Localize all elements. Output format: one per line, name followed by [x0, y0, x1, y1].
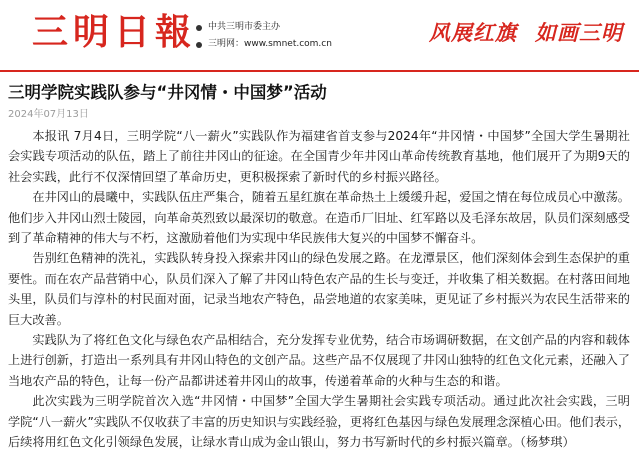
paragraph: 此次实践为三明学院首次入选“井冈情・中国梦”全国大学生暑期社会实践专项活动。通过此次社会实践，三明学院“八一薪火”实践队不仅收获了丰富的历史知识与实践经验，更将红色基因与绿色发展理念深植心田。他们表示，后续将用红色文化引领绿色发展，让绿水青山成为金山银山，努力书写新时代的乡村振兴篇章。（杨梦琪）	[8, 394, 631, 450]
masthead	[0, 0, 639, 68]
paragraph: 告别红色精神的洗礼，实践队转身投入探索井冈山的绿色发展之路。在龙潭景区，他们深刻体会到生态保护的重要性。而在农产品营销中心，队员们深入了解了井冈山特色农产品的生长与变迁，并收集了相关数据。在村落田间地头里，队员们与淳朴的村民面对面，记录当地农产特色，品尝地道的农家美味，更见证了乡村振兴为农民生活带来的巨大改善。	[8, 251, 630, 327]
masthead-meta	[196, 19, 332, 53]
slogan-1: 风展红旗	[429, 20, 517, 45]
website-link[interactable]: 三明网：www.smnet.com.cn	[208, 39, 332, 49]
header-divider	[0, 70, 639, 72]
article-date: 2024年07月13日	[8, 109, 89, 120]
article-body	[8, 126, 630, 453]
slogans	[429, 20, 623, 46]
newspaper-logo[interactable]: 三明日報	[32, 11, 197, 53]
article-title: 三明学院实践队参与“井冈情・中国梦”活动	[8, 83, 327, 102]
paragraph: 本报讯 7月4日，三明学院“八一薪火”实践队作为福建省首支参与2024年“井冈情・中国梦”全国大学生暑期社会实践专项活动的队伍，踏上了前往井冈山的征途。在全国青少年井冈山革命传统教育基地，他们展开了为期9天的社会实践，此行不仅深情回望了革命历史，更积极探索了新时代的乡村振兴路径。	[8, 129, 630, 184]
host-line	[196, 19, 332, 36]
bullet-icon	[196, 25, 202, 31]
slogan-2: 如画三明	[535, 20, 623, 45]
website-line	[196, 36, 332, 53]
host-text: 中共三明市委主办	[208, 22, 281, 32]
bullet-icon	[196, 42, 202, 48]
paragraph: 在井冈山的晨曦中，实践队伍庄严集合，随着五星红旗在革命热土上缓缓升起，爱国之情在每位成员心中激荡。他们步入井冈山烈士陵园，向革命英烈致以最深切的敬意。在造币厂旧址、红军路以及毛泽东故居，队员们深刻感受到了革命精神的伟大与不朽，这激励着他们为实现中华民族伟大复兴的中国梦不懈奋斗。	[8, 190, 630, 246]
paragraph: 实践队为了将红色文化与绿色农产品相结合，充分发挥专业优势，结合市场调研数据，在文创产品的内容和载体上进行创新，打造出一系列具有井冈山特色的文创产品。这些产品不仅展现了井冈山独特的红色文化元素，还融入了当地农产品的特色，让每一份产品都讲述着井冈山的故事，传递着革命的火种与生态的和谐。	[8, 333, 630, 388]
